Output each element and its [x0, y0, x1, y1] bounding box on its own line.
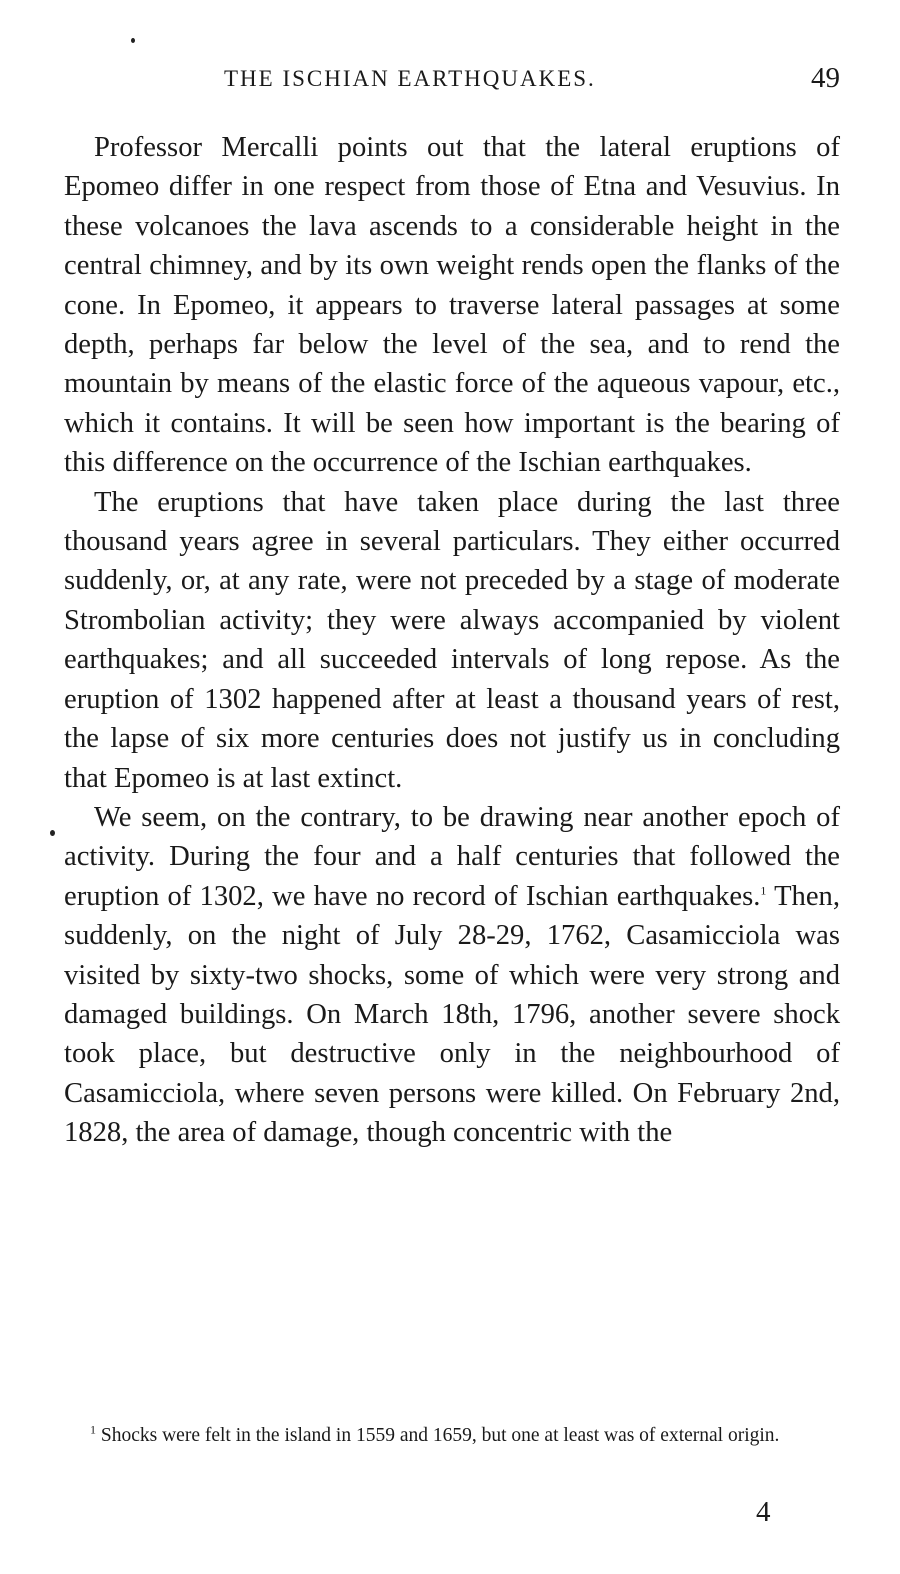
- footnotes: [64, 1422, 840, 1449]
- page-header: [64, 62, 840, 102]
- paragraph: Professor Mercalli points out that the lateral eruptions of Epomeo differ in one respect from those of Etna and Vesuvius. In these volcanoes the lava ascends to a considerable height in the central chimney, and by its own weight rends open the flanks of the cone. In Epomeo, it appears to traverse lateral passages at some depth, perhaps far below the level of the sea, and to rend the mountain by means of the elastic force of the aqueous vapour, etc., which it contains. It will be seen how important is the bearing of this difference on the occurrence of the Ischian earthquakes.: [64, 132, 840, 479]
- running-title: THE ISCHIAN EARTHQUAKES.: [224, 66, 596, 91]
- paragraph-text: Then, suddenly, on the night of July 28-29, 1762, Casamicciola was visited by sixty-two shocks, some of which were very strong and damaged buildings. On March 18th, 1796, another severe shock took place, but destructive only in the neighbourhood of Casamicciola, where seven persons were killed. On February 2nd, 1828, the area of damage, though concentric with the: [64, 880, 840, 1149]
- footnote: [64, 1422, 840, 1449]
- page-number: 49: [811, 62, 840, 94]
- body-text: [64, 128, 840, 1153]
- footnote-marker: 1: [90, 1422, 96, 1437]
- footnote-reference: 1: [760, 883, 767, 898]
- paragraph-text: We seem, on the contrary, to be drawing near another epoch of activity. During the four and a half centuries that followed the eruption of 1302, we have no record of Ischian earthquakes.: [64, 801, 840, 912]
- footnote-text: Shocks were felt in the island in 1559 and 1659, but one at least was of external origin.: [96, 1425, 780, 1446]
- paragraph: The eruptions that have taken place during the last three thousand years agree in several particulars. They either occurred suddenly, or, at any rate, were not preceded by a stage of moderate Strombolian activity; they were always accompanied by violent earthquakes; and all succeeded intervals of long repose. As the eruption of 1302 happened after at least a thousand years of rest, the lapse of six more centuries does not justify us in concluding that Epomeo is at last extinct.: [64, 486, 840, 794]
- ink-speck: [131, 38, 135, 43]
- signature-mark: 4: [756, 1496, 771, 1528]
- ink-speck: [50, 830, 55, 836]
- paragraph: [64, 798, 840, 1153]
